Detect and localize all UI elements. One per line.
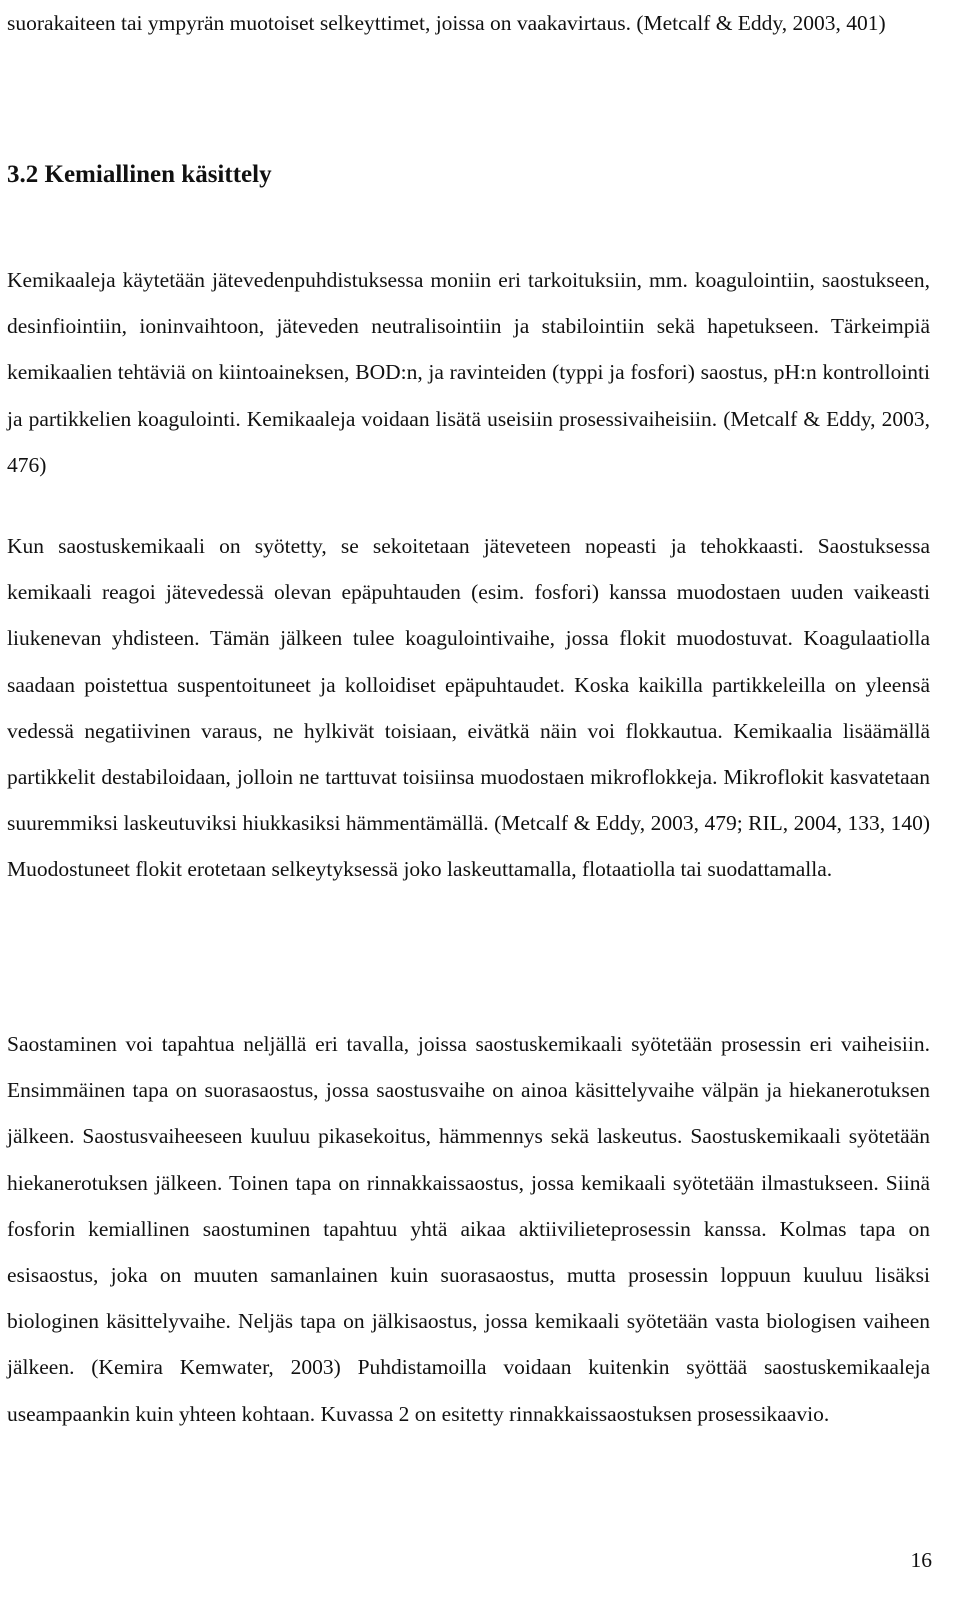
paragraph-continuation: suorakaiteen tai ympyrän muotoiset selkeyttimet, joissa on vaakavirtaus. (Metcalf & Eddy, 2003, 401)	[7, 11, 886, 35]
section-heading: 3.2 Kemiallinen käsittely	[7, 161, 272, 188]
page-number: 16	[910, 1548, 932, 1572]
paragraph-coagulation: Kun saostuskemikaali on syötetty, se sekoitetaan jäteveteen nopeasti ja tehokkaasti. Saostuksessa kemikaali reagoi jätevedessä olevan epäpuhtauden (esim. fosfori) kanssa muodostaen uuden vaikeasti liukenevan yhdisteen. Tämän jälkeen tulee koagulointivaihe, jossa flokit muodostuvat. Koagulaatiolla saadaan poistettua suspentoituneet ja kolloidiset epäpuhtaudet. Koska kaikilla partikkeleilla on yleensä vedessä negatiivinen varaus, ne hylkivät toisiaan, eivätkä näin voi flokkautua. Kemikaalia lisäämällä partikkelit destabiloidaan, jolloin ne tarttuvat toisiinsa muodostaen mikroflokkeja. Mikroflokit kasvatetaan suuremmiksi laskeutuviksi hiukkasiksi hämmentämällä. (Metcalf & Eddy, 2003, 479; RIL, 2004, 133, 140) Muodostuneet flokit erotetaan selkeytyksessä joko laskeuttamalla, flotaatiolla tai suodattamalla.	[7, 534, 930, 882]
paragraph-chemicals-usage: Kemikaaleja käytetään jätevedenpuhdistuksessa moniin eri tarkoituksiin, mm. koagulointiin, saostukseen, desinfiointiin, ioninvaihtoon, jäteveden neutralisointiin ja stabilointiin sekä hapetukseen. Tärkeimpiä kemikaalien tehtäviä on kiintoaineksen, BOD:n, ja ravinteiden (typpi ja fosfori) saostus, pH:n kontrollointi ja partikkelien koagulointi. Kemikaaleja voidaan lisätä useisiin prosessivaiheisiin. (Metcalf & Eddy, 2003, 476)	[7, 268, 930, 477]
paragraph-precipitation-methods: Saostaminen voi tapahtua neljällä eri tavalla, joissa saostuskemikaali syötetään prosessin eri vaiheisiin. Ensimmäinen tapa on suorasaostus, jossa saostusvaihe on ainoa käsittelyvaihe välpän ja hiekanerotuksen jälkeen. Saostusvaiheeseen kuuluu pikasekoitus, hämmennys sekä laskeutus. Saostuskemikaali syötetään hiekanerotuksen jälkeen. Toinen tapa on rinnakkaissaostus, jossa kemikaali syötetään ilmastukseen. Siinä fosforin kemiallinen saostuminen tapahtuu yhtä aikaa aktiivilieteprosessin kanssa. Kolmas tapa on esisaostus, joka on muuten samanlainen kuin suorasaostus, mutta prosessin loppuun kuuluu lisäksi biologinen käsittelyvaihe. Neljäs tapa on jälkisaostus, jossa kemikaali syötetään vasta biologisen vaiheen jälkeen. (Kemira Kemwater, 2003) Puhdistamoilla voidaan kuitenkin syöttää saostuskemikaaleja useampaankin kuin yhteen kohtaan. Kuvassa 2 on esitetty rinnakkaissaostuksen prosessikaavio.	[7, 1032, 930, 1426]
